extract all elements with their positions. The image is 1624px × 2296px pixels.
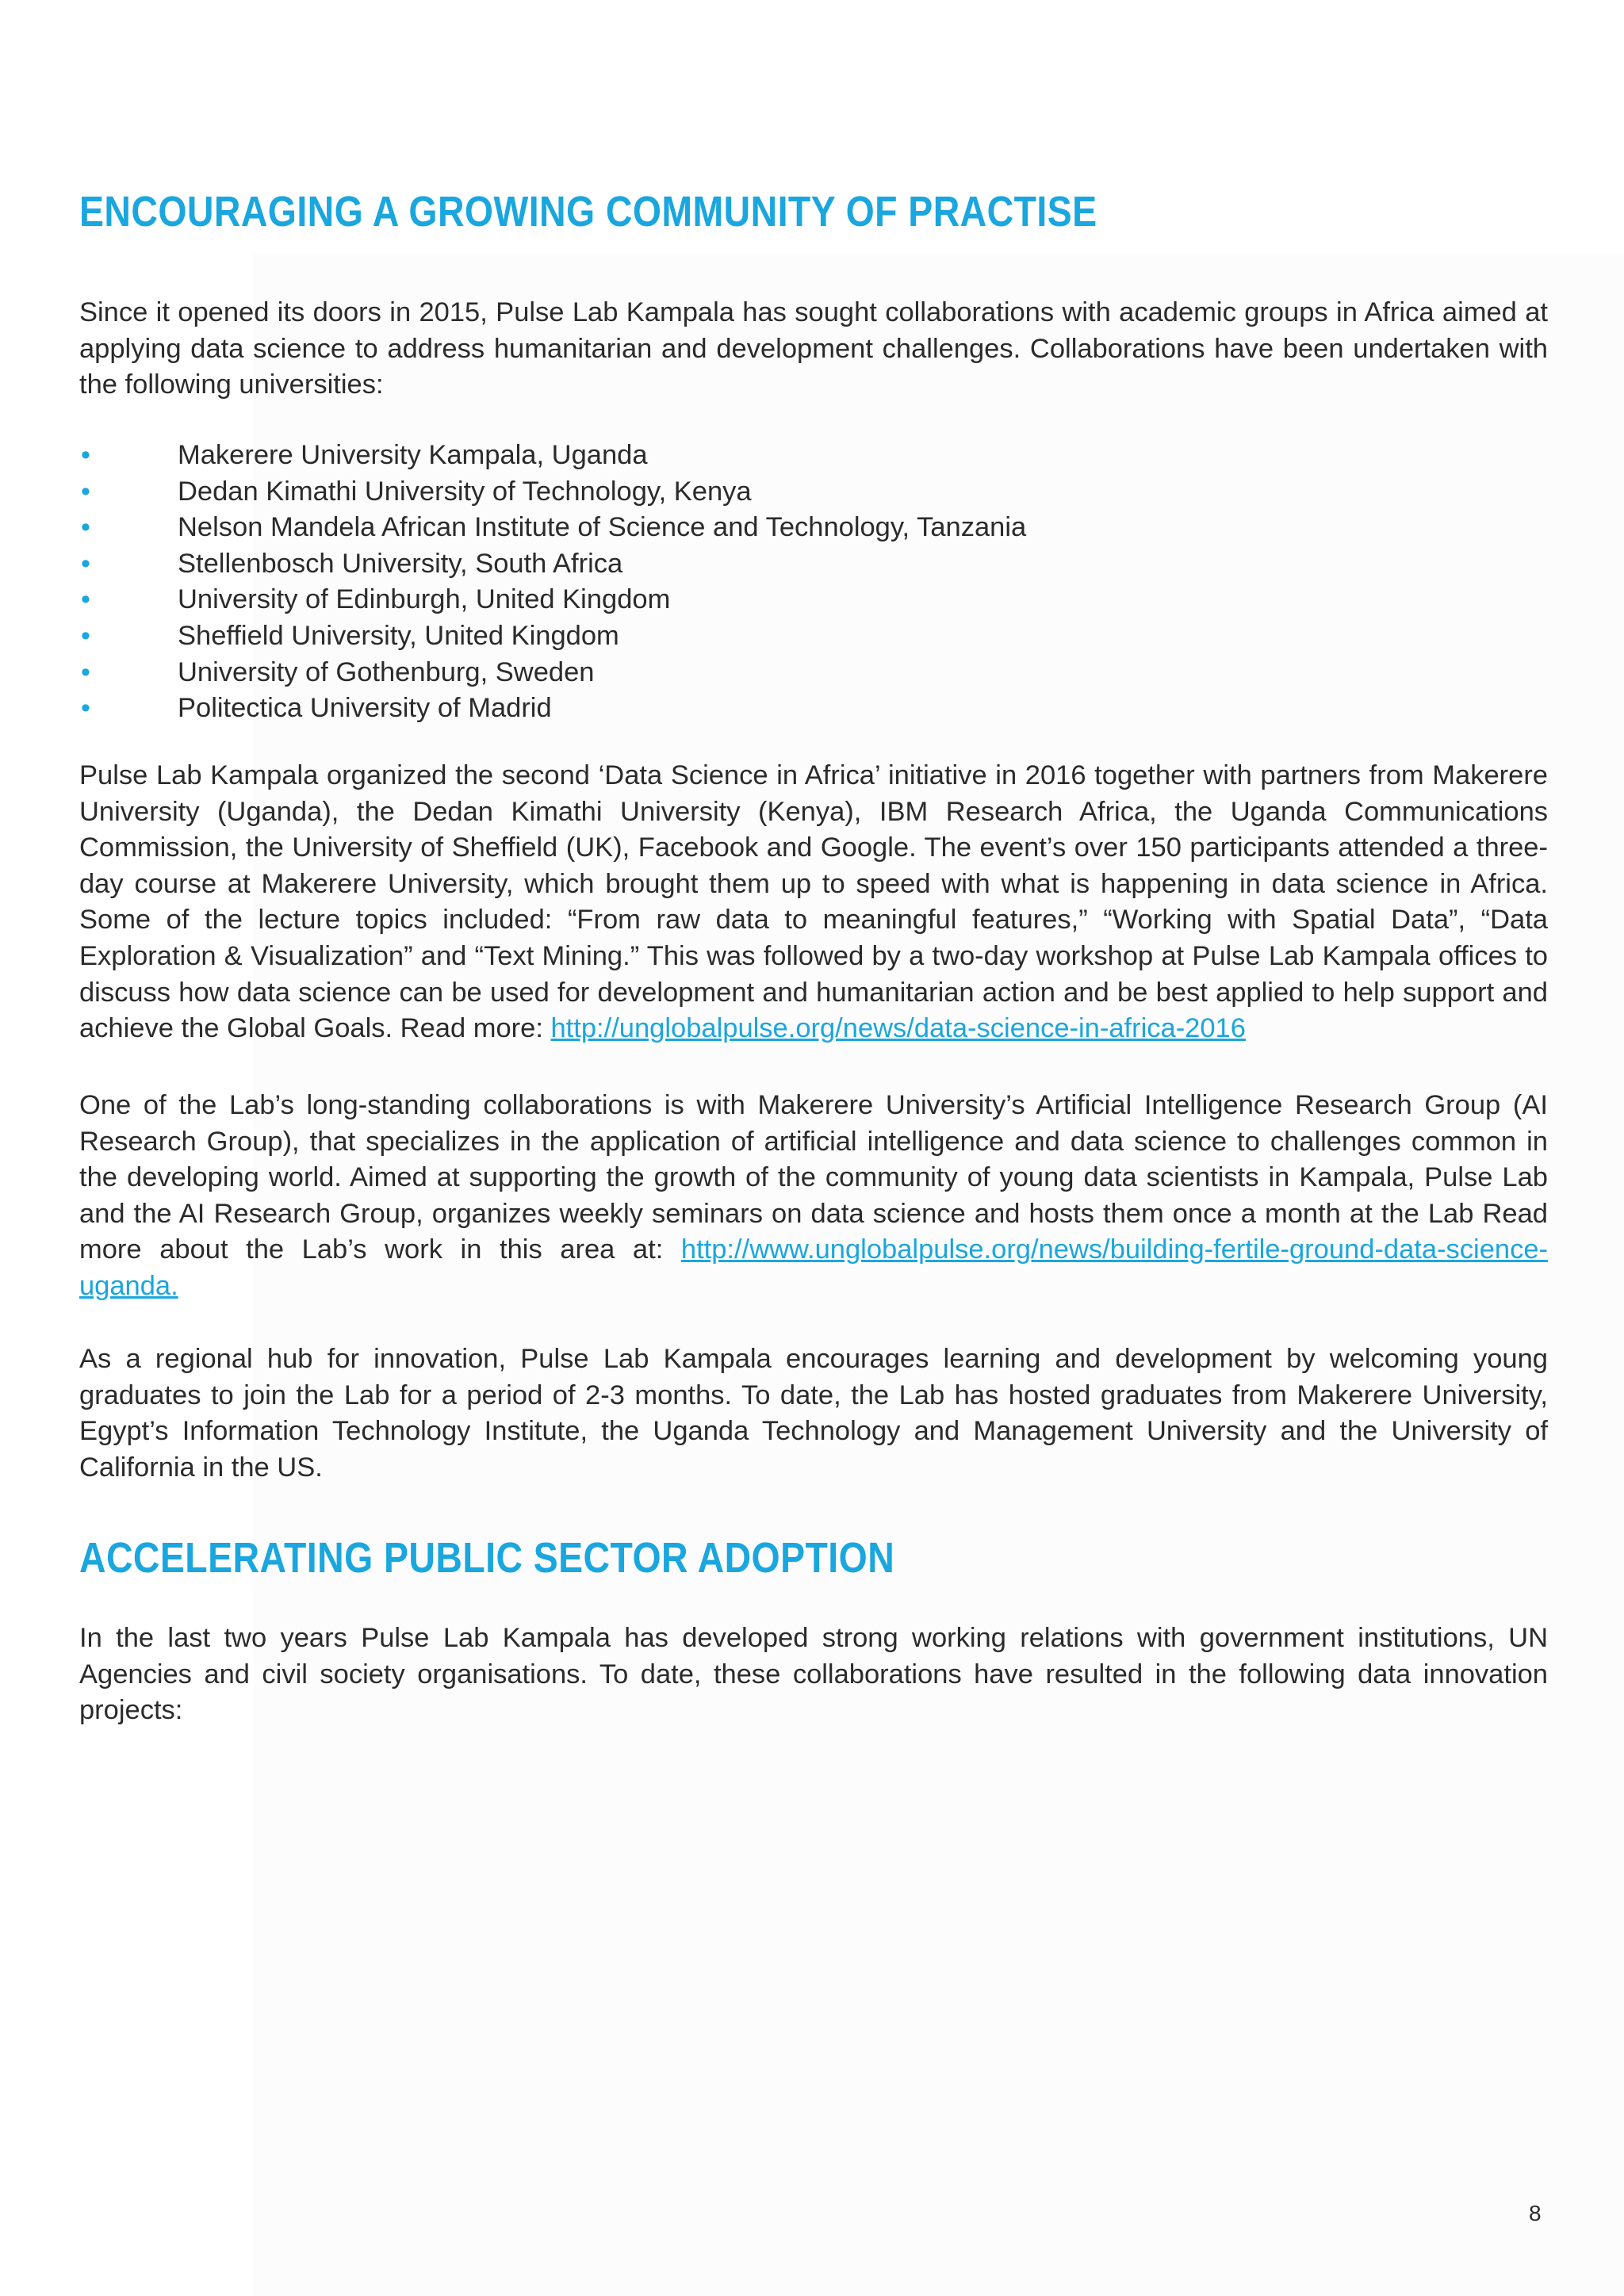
data-science-africa-link[interactable]: http://unglobalpulse.org/news/data-science-in-africa-2016 <box>550 1013 1246 1044</box>
intro-paragraph: Since it opened its doors in 2015, Pulse Lab Kampala has sought collaborations with academic groups in Africa aimed at applying data science to address humanitarian and development challenges. Collaborations have been undertaken with the following universities: <box>79 297 1548 400</box>
section-heading-public-sector: ACCELERATING PUBLIC SECTOR ADOPTION <box>79 1534 895 1582</box>
page-number: 8 <box>1529 2201 1542 2225</box>
ai-research-paragraph <box>79 1088 1548 1305</box>
data-science-africa-paragraph <box>79 758 1548 1047</box>
university-name: Nelson Mandela African Institute of Science and Technology, Tanzania <box>178 512 1027 543</box>
university-name: Dedan Kimathi University of Technology, Kenya <box>178 476 752 507</box>
list-item <box>79 510 1548 546</box>
list-item <box>79 582 1548 618</box>
bullet-icon: • <box>81 548 90 579</box>
paragraph-text: One of the Lab’s long-standing collaborations is with Makerere University’s Artificial Intelligence Research Group (AI Research Group), that specializes in the application of artificial intelligence and data science to challenges common in the developing world. Aimed at supporting the growth of the community of young data scientists in Kampala, Pulse Lab and the AI Research Group, organizes weekly seminars on data science and hosts them once a month at the Lab Read more about the Lab’s work in this area at: <box>79 1090 1548 1265</box>
bullet-icon: • <box>81 584 90 615</box>
regional-hub-paragraph: As a regional hub for innovation, Pulse Lab Kampala encourages learning and development by welcoming young graduates to join the Lab for a period of 2-3 months. To date, the Lab has hosted graduates from Makerere University, Egypt’s Information Technology Institute, the Uganda Technology and Management University and the University of California in the US. <box>79 1344 1548 1483</box>
section-heading-community: ENCOURAGING A GROWING COMMUNITY OF PRACTISE <box>79 188 1097 235</box>
bullet-icon: • <box>81 440 90 470</box>
list-item <box>79 438 1548 474</box>
fertile-ground-link[interactable]: http://www.unglobalpulse.org/news/building-fertile-ground-data-science-uganda. <box>79 1234 1548 1301</box>
bullet-icon: • <box>81 693 90 724</box>
list-item <box>79 618 1548 655</box>
bullet-icon: • <box>81 476 90 507</box>
university-list <box>79 438 1548 727</box>
university-name: Politectica University of Madrid <box>178 693 552 724</box>
public-sector-paragraph: In the last two years Pulse Lab Kampala has developed strong working relations with government institutions, UN Agencies and civil society organisations. To date, these collaborations have resulted in the following data innovation projects: <box>79 1623 1548 1726</box>
university-name: University of Gothenburg, Sweden <box>178 656 595 687</box>
university-name: University of Edinburgh, United Kingdom <box>178 584 671 615</box>
bullet-icon: • <box>81 620 90 651</box>
list-item <box>79 546 1548 583</box>
list-item <box>79 474 1548 511</box>
list-item <box>79 655 1548 691</box>
university-name: Makerere University Kampala, Uganda <box>178 440 648 470</box>
bullet-icon: • <box>81 512 90 543</box>
university-name: Sheffield University, United Kingdom <box>178 620 619 651</box>
university-name: Stellenbosch University, South Africa <box>178 548 623 579</box>
list-item <box>79 691 1548 727</box>
bullet-icon: • <box>81 656 90 687</box>
paragraph-text: Pulse Lab Kampala organized the second ‘Data Science in Africa’ initiative in 2016 together with partners from Makerere University (Uganda), the Dedan Kimathi University (Kenya), IBM Research Africa, the Uganda Communications Commission, the University of Sheffield (UK), Facebook and Google. The event’s over 150 participants attended a three-day course at Makerere University, which brought them up to speed with what is happening in data science in Africa. Some of the lecture topics included: “From raw data to meaningful features,” “Working with Spatial Data”, “Data Exploration & Visualization” and “Text Mining.” This was followed by a two-day workshop at Pulse Lab Kampala offices to discuss how data science can be used for development and humanitarian action and be best applied to help support and achieve the Global Goals. Read more: <box>79 760 1548 1044</box>
